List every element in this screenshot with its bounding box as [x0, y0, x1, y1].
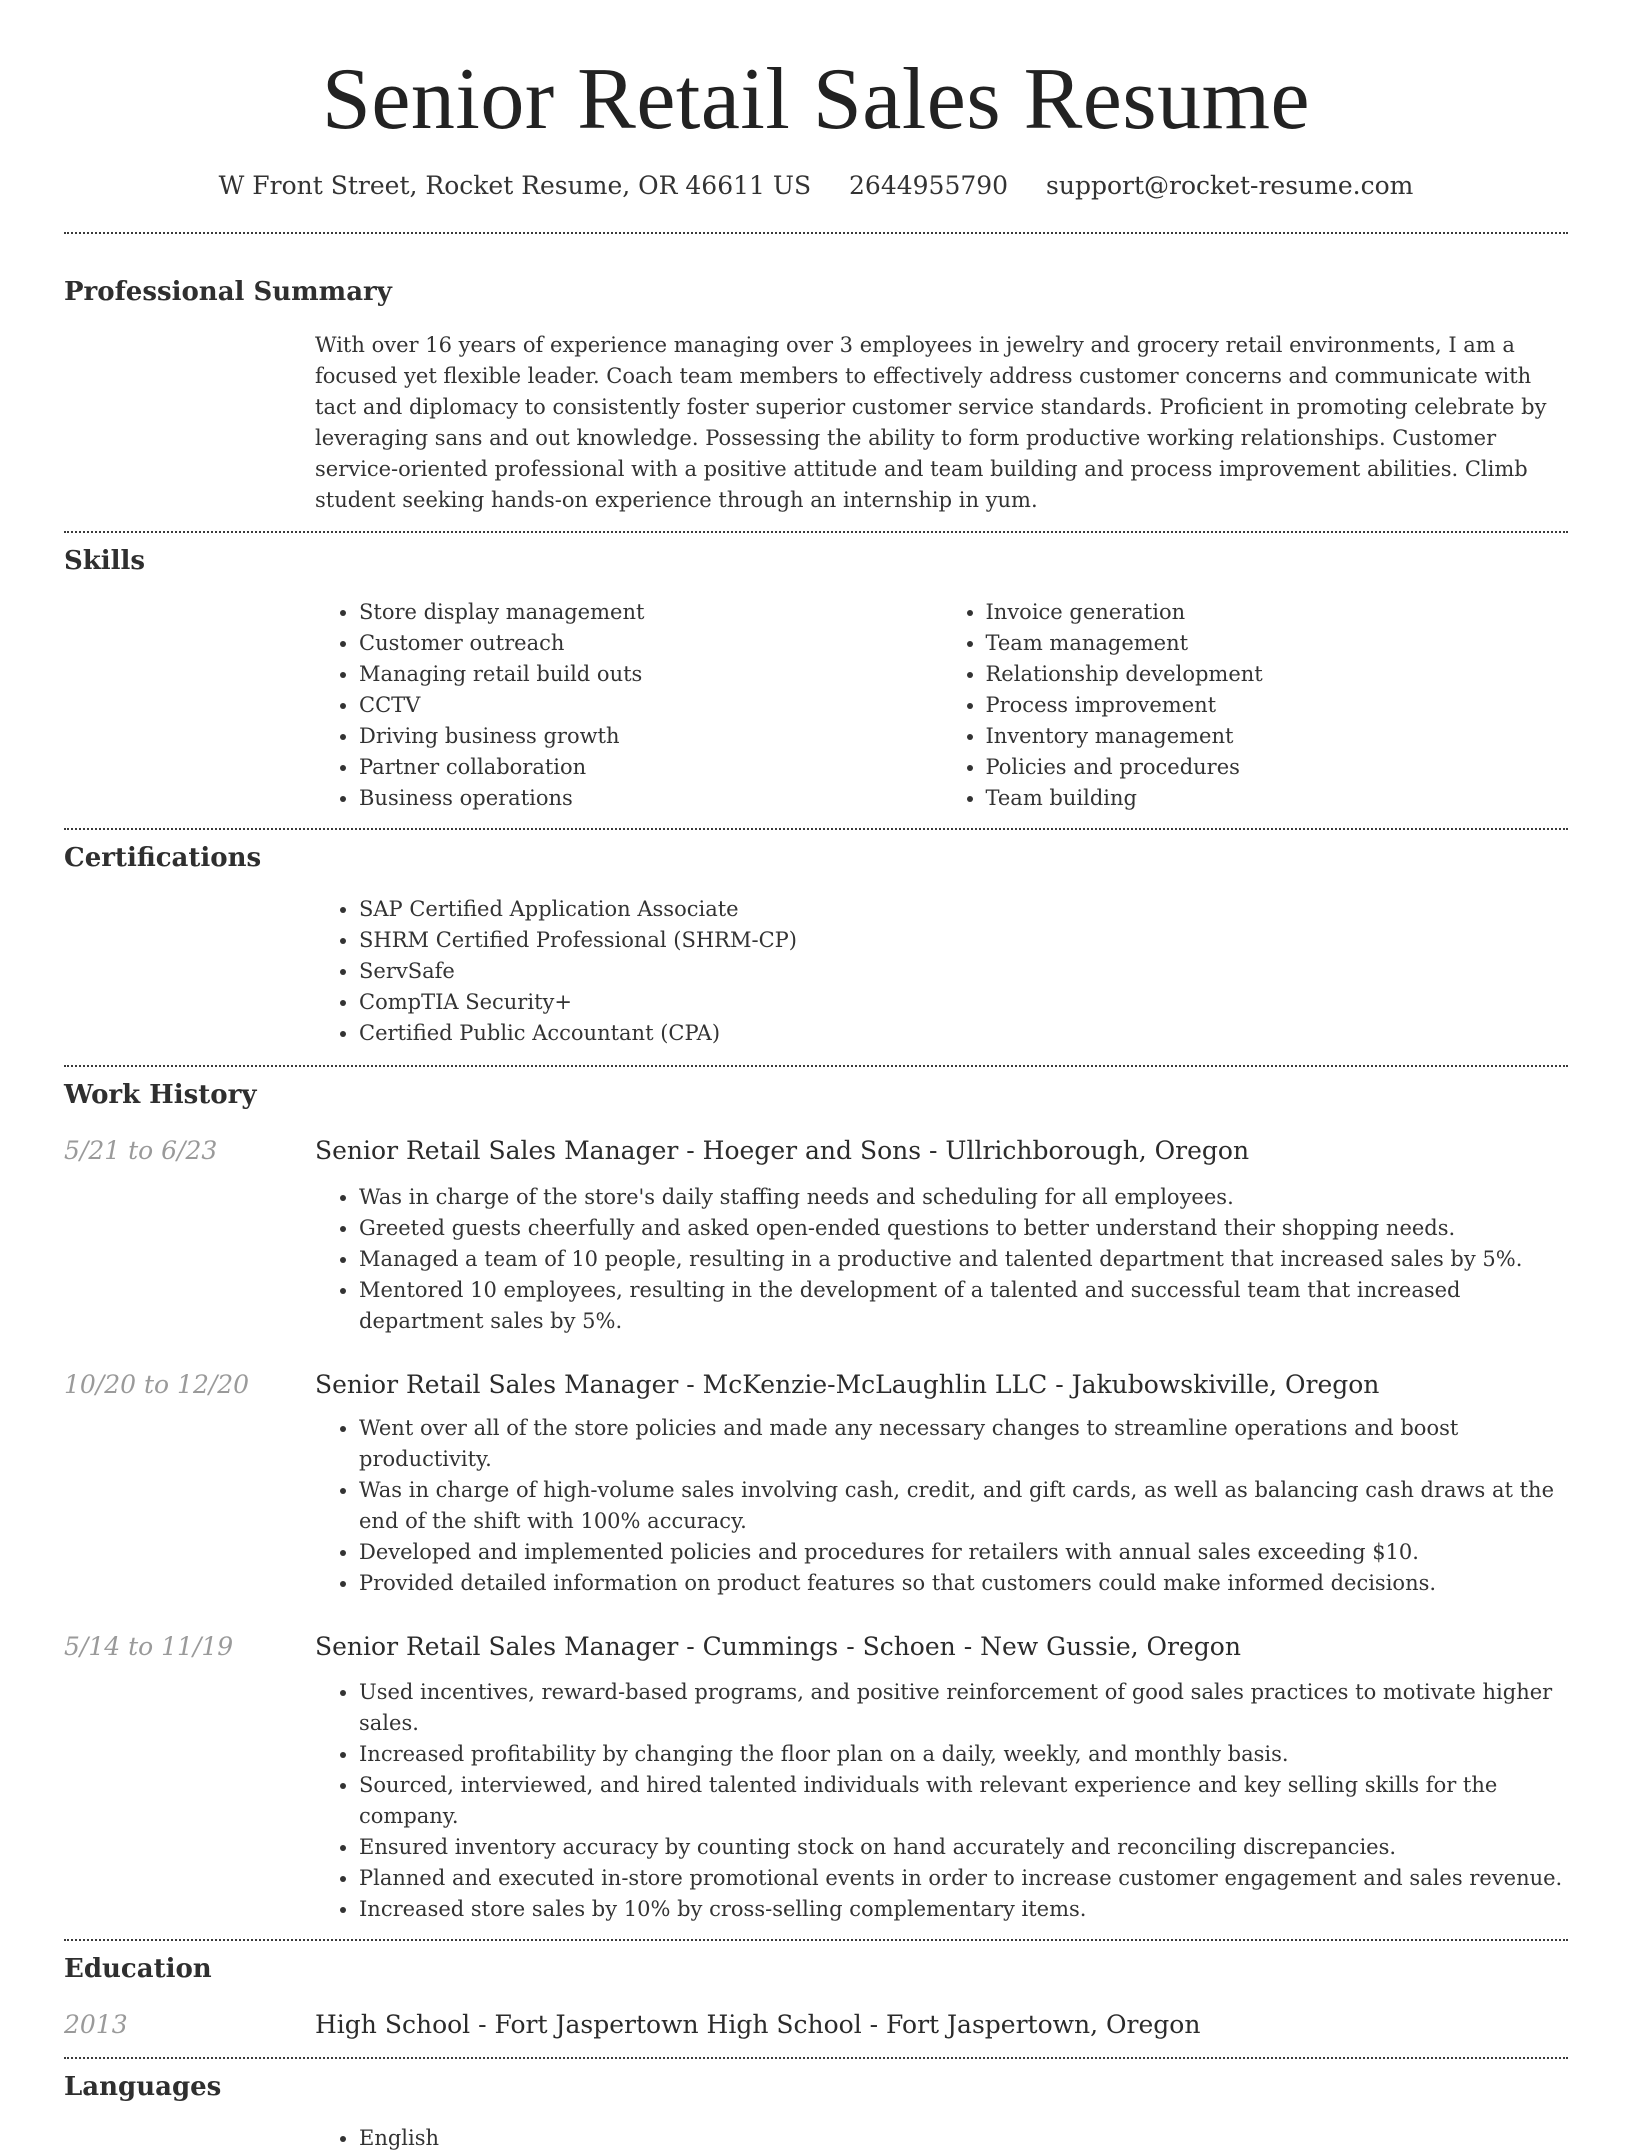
skills-section [64, 543, 1568, 814]
job-title: Senior Retail Sales Manager - Cummings - Schoen - New Gussie, Oregon [315, 1632, 1241, 1661]
job-bullet: • Used incentives, reward-based programs, and positive reinforcement of good sales practices to motivate higher sales. [359, 1677, 1568, 1739]
skill-item: • Driving business growth [359, 721, 942, 752]
job-bullet: • Developed and implemented policies and procedures for retailers with annual sales exceeding $10. [359, 1537, 1568, 1568]
divider [64, 1939, 1568, 1941]
contact-email: support@rocket-resume.com [1046, 171, 1414, 200]
job-title: Senior Retail Sales Manager - Hoeger and Sons - Ullrichborough, Oregon [315, 1136, 1250, 1165]
skills-list [315, 597, 1568, 814]
contact-line [64, 166, 1568, 206]
job-bullet: • Planned and executed in-store promotional events in order to increase customer engagement and sales revenue. [359, 1863, 1568, 1894]
job-entry [64, 1629, 1568, 1925]
certifications-heading: Certifications [64, 843, 262, 873]
contact-phone: 2644955790 [849, 171, 1009, 200]
job-bullet: • Went over all of the store policies and made any necessary changes to streamline operations and boost productivity. [359, 1413, 1568, 1475]
skill-item: • Business operations [359, 783, 942, 814]
job-entry [64, 1133, 1568, 1337]
skill-item: • Team building [986, 783, 1569, 814]
job-bullets [315, 1677, 1568, 1925]
job-bullet: • Sourced, interviewed, and hired talented individuals with relevant experience and key selling skills for the company. [359, 1770, 1568, 1832]
job-bullet: • Managed a team of 10 people, resulting in a productive and talented department that increased sales by 5%. [359, 1244, 1568, 1275]
divider [64, 828, 1568, 830]
job-entry [64, 1367, 1568, 1599]
job-bullets [315, 1182, 1568, 1337]
skill-item: • Store display management [359, 597, 942, 628]
job-dates: 5/21 to 6/23 [64, 1136, 218, 1165]
education-year: 2013 [64, 2010, 128, 2039]
skill-item: • Policies and procedures [986, 752, 1569, 783]
job-bullet: • Greeted guests cheerfully and asked open-ended questions to better understand their shopping needs. [359, 1213, 1568, 1244]
resume-title: Senior Retail Sales Resume [321, 51, 1311, 148]
job-bullet: • Mentored 10 employees, resulting in the development of a talented and successful team that increased department sales by 5%. [359, 1275, 1568, 1337]
skills-column-right [942, 597, 1569, 814]
summary-text: With over 16 years of experience managing over 3 employees in jewelry and grocery retail environments, I am a focused yet flexible leader. Coach team members to effectively address customer concerns and communicate with tact and diplomacy to consistently foster superior customer service standards. Proficient in promoting celebrate by leveraging sans and out knowledge. Possessing the ability to form productive working relationships. Customer service-oriented professional with a positive attitude and team building and process improvement abilities. Climb student seeking hands-on experience through an internship in yum. [315, 333, 1547, 512]
languages-list [315, 2123, 1568, 2154]
job-title: Senior Retail Sales Manager - McKenzie-McLaughlin LLC - Jakubowskiville, Oregon [315, 1370, 1380, 1399]
job-bullet: • Was in charge of high-volume sales involving cash, credit, and gift cards, as well as balancing cash draws at the end of the shift with 100% accuracy. [359, 1475, 1568, 1537]
work-history-heading: Work History [64, 1080, 257, 1110]
skill-item: • Team management [986, 628, 1569, 659]
job-bullet: • Was in charge of the store's daily staffing needs and scheduling for all employees. [359, 1182, 1568, 1213]
education-section [64, 1951, 1568, 2043]
divider [64, 1065, 1568, 1067]
skill-item: • Relationship development [986, 659, 1569, 690]
certification-item: • SHRM Certified Professional (SHRM-CP) [359, 925, 1568, 956]
certification-item: • CompTIA Security+ [359, 987, 1568, 1018]
job-header [64, 1629, 1568, 1665]
skill-item: • Managing retail build outs [359, 659, 942, 690]
job-bullet: • Provided detailed information on product features so that customers could make informed decisions. [359, 1568, 1568, 1599]
summary-section [64, 274, 1568, 516]
skill-item: • Partner collaboration [359, 752, 942, 783]
job-bullets [315, 1413, 1568, 1599]
certification-item: • ServSafe [359, 956, 1568, 987]
work-history-section [64, 1077, 1568, 1925]
job-bullet: • Ensured inventory accuracy by counting stock on hand accurately and reconciling discrepancies. [359, 1832, 1568, 1863]
certification-item: • Certified Public Accountant (CPA) [359, 1018, 1568, 1049]
education-entry [64, 2007, 1568, 2043]
education-title: High School - Fort Jaspertown High School - Fort Jaspertown, Oregon [315, 2010, 1201, 2039]
divider [64, 2057, 1568, 2059]
divider [64, 531, 1568, 533]
languages-heading: Languages [64, 2072, 222, 2102]
skill-item: • Customer outreach [359, 628, 942, 659]
certifications-list [315, 894, 1568, 1049]
certification-item: • SAP Certified Application Associate [359, 894, 1568, 925]
job-dates: 10/20 to 12/20 [64, 1370, 250, 1399]
job-header [64, 1367, 1568, 1403]
job-bullet: • Increased profitability by changing the floor plan on a daily, weekly, and monthly basis. [359, 1739, 1568, 1770]
skill-item: • Invoice generation [986, 597, 1569, 628]
skill-item: • CCTV [359, 690, 942, 721]
contact-address: W Front Street, Rocket Resume, OR 46611 US [218, 171, 812, 200]
divider [64, 232, 1568, 234]
resume-page [64, 0, 1568, 2154]
job-bullet: • Increased store sales by 10% by cross-selling complementary items. [359, 1894, 1568, 1925]
certifications-section [64, 840, 1568, 1049]
job-dates: 5/14 to 11/19 [64, 1632, 234, 1661]
skills-column-left [315, 597, 942, 814]
summary-heading: Professional Summary [64, 277, 392, 307]
language-item: • English [359, 2123, 1568, 2154]
skills-heading: Skills [64, 546, 146, 576]
job-header [64, 1133, 1568, 1169]
skill-item: • Process improvement [986, 690, 1569, 721]
education-heading: Education [64, 1954, 212, 1984]
skill-item: • Inventory management [986, 721, 1569, 752]
